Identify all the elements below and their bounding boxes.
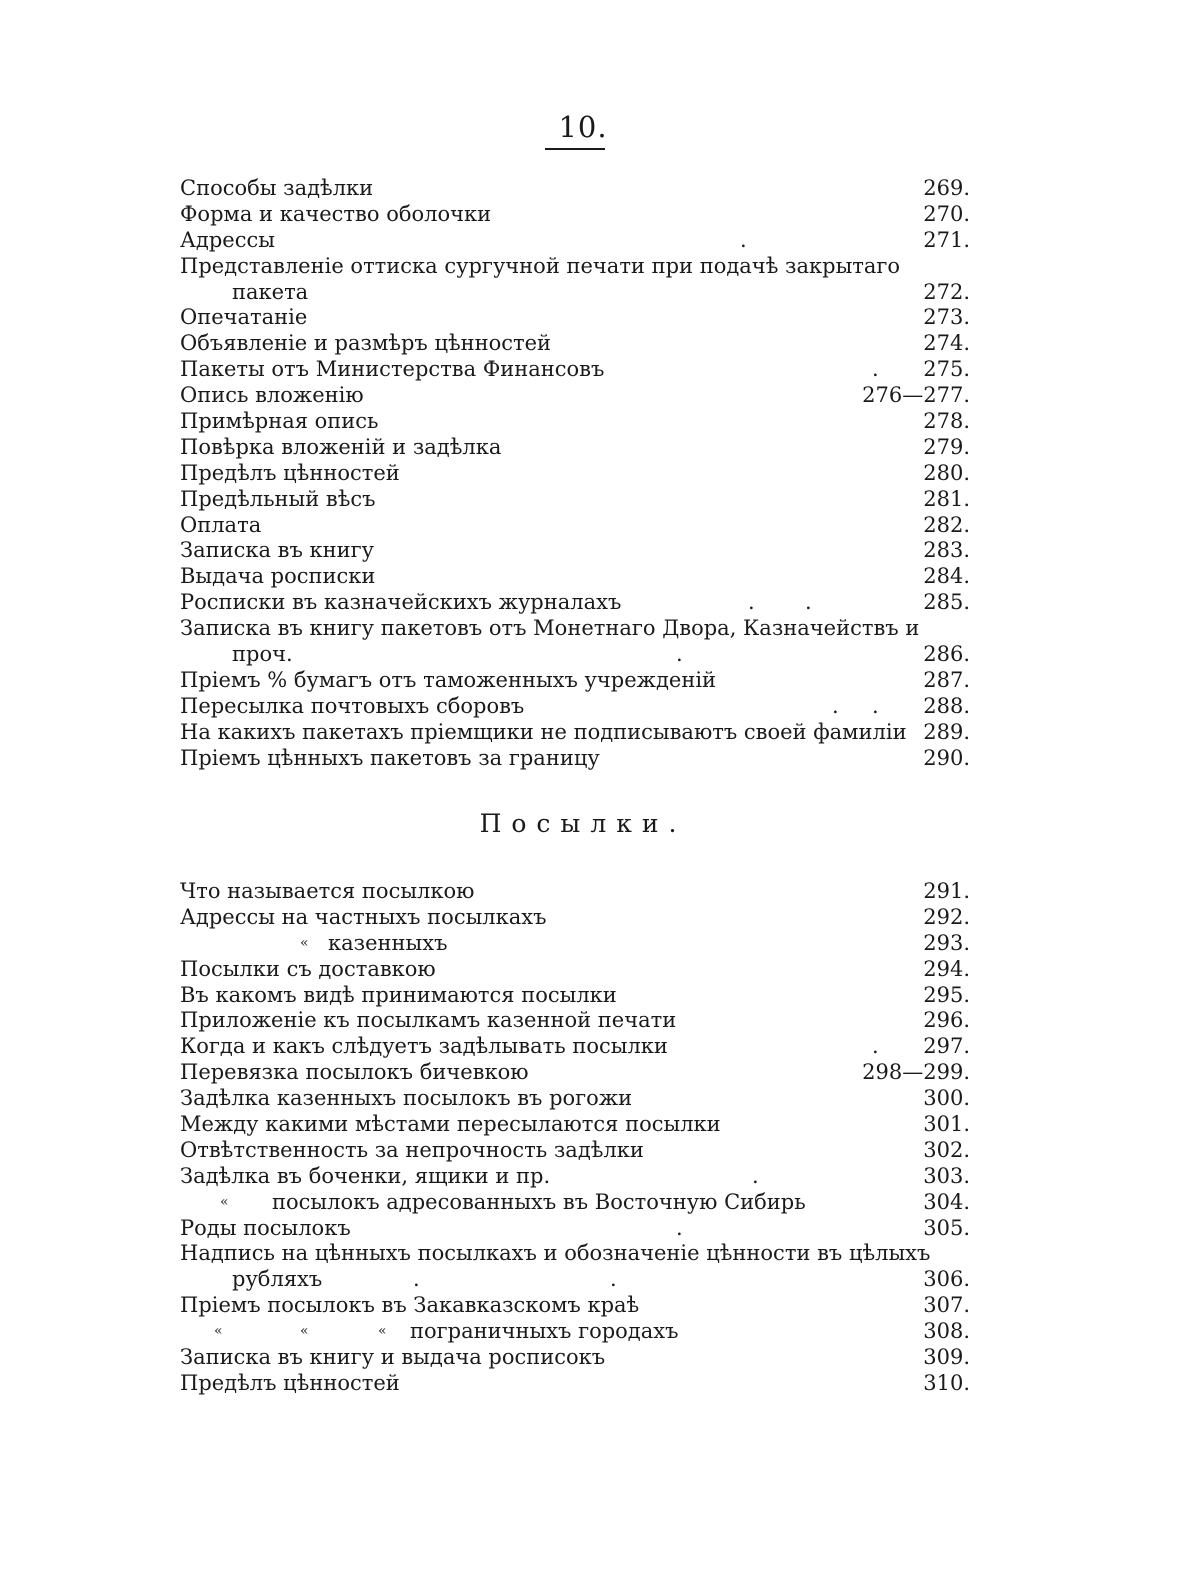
- entry-page: 283.: [923, 538, 970, 563]
- entry-page: 304.: [923, 1189, 970, 1214]
- entry-title: посылокъ адресованныхъ въ Восточную Сибирь: [272, 1189, 806, 1214]
- entry-title: Предѣлъ цѣнностей: [180, 1370, 400, 1395]
- entry-title: Примѣрная опись: [180, 409, 379, 434]
- entry-title: Пересылка почтовыхъ сборовъ: [180, 693, 525, 718]
- entry-page: 302.: [923, 1137, 970, 1162]
- entry-page: 288.: [923, 693, 970, 718]
- entry-title: пограничныхъ городахъ: [410, 1319, 679, 1344]
- toc-entry: [180, 905, 970, 931]
- ditto-mark: «: [378, 1323, 387, 1340]
- toc-entry: [180, 487, 970, 513]
- entry-title: Записка въ книгу: [180, 538, 375, 563]
- entry-title: Записка въ книгу и выдача росписокъ: [180, 1345, 606, 1370]
- entry-title: казенныхъ: [328, 930, 448, 955]
- toc-entry: [180, 564, 970, 590]
- entry-title: Опись вложенію: [180, 383, 364, 408]
- toc-entry: [180, 1216, 970, 1242]
- entry-title: пакета: [232, 279, 309, 304]
- toc-entry: [180, 1008, 970, 1034]
- entry-page: 281.: [923, 486, 970, 511]
- entry-page: 296.: [923, 1008, 970, 1033]
- page-number: 10.: [558, 110, 608, 144]
- toc-entry: [180, 305, 970, 331]
- entry-page: 294.: [923, 956, 970, 981]
- toc-entry: [180, 1138, 970, 1164]
- toc-entry-ditto: [180, 931, 970, 957]
- leader-dot: .: [676, 1215, 683, 1240]
- entry-title: Форма и качество оболочки: [180, 201, 492, 226]
- entry-page: 274.: [923, 331, 970, 356]
- toc-entry: [180, 228, 970, 254]
- entry-title: Опечатаніе: [180, 305, 308, 330]
- toc-entry: [180, 1060, 970, 1086]
- entry-title: Между какими мѣстами пересылаются посылки: [180, 1112, 721, 1137]
- entry-page: 300.: [923, 1086, 970, 1111]
- toc-entry: [180, 461, 970, 487]
- entry-title: Предѣлъ цѣнностей: [180, 460, 400, 485]
- entry-page: 276—277.: [862, 383, 970, 408]
- entry-title: Задѣлка въ боченки, ящики и пр.: [180, 1163, 551, 1188]
- table-of-contents-parcels: [180, 879, 970, 1397]
- entry-page: 292.: [923, 904, 970, 929]
- entry-page: 273.: [923, 305, 970, 330]
- entry-page: 303.: [923, 1163, 970, 1188]
- leader-dot: .: [872, 693, 879, 718]
- entry-page: 278.: [923, 409, 970, 434]
- entry-title: Записка въ книгу пакетовъ отъ Монетнаго Двора, Казначействъ и: [180, 616, 920, 641]
- entry-page: 306.: [923, 1267, 970, 1292]
- entry-page: 297.: [923, 1034, 970, 1059]
- entry-title: Росписки въ казначейскихъ журналахъ: [180, 590, 622, 615]
- toc-entry: [180, 1112, 970, 1138]
- entry-title: Роды посылокъ: [180, 1215, 351, 1240]
- entry-page: 285.: [923, 590, 970, 615]
- entry-title: На какихъ пакетахъ пріемщики не подписываютъ своей фамиліи: [180, 719, 907, 744]
- entry-title: Выдача росписки: [180, 564, 376, 589]
- toc-entry: [180, 590, 970, 616]
- toc-entry: [180, 957, 970, 983]
- entry-page: 287.: [923, 667, 970, 692]
- toc-entry: [180, 1371, 970, 1397]
- entry-title: Надпись на цѣнныхъ посылкахъ и обозначеніе цѣнности въ цѣлыхъ: [180, 1241, 931, 1266]
- entry-page: 282.: [923, 512, 970, 537]
- entry-page: 279.: [923, 434, 970, 459]
- entry-title: Приложеніе къ посылкамъ казенной печати: [180, 1008, 677, 1033]
- toc-entry: [180, 331, 970, 357]
- section-heading-parcels: Посылки.: [479, 809, 687, 838]
- toc-entry: [180, 1345, 970, 1371]
- toc-entry: [180, 720, 970, 746]
- entry-page: 310.: [923, 1370, 970, 1395]
- leader-dot: .: [872, 357, 879, 382]
- ditto-mark: «: [300, 1323, 309, 1340]
- entry-page: 293.: [923, 930, 970, 955]
- entry-page: 275.: [923, 357, 970, 382]
- leader-dot: .: [413, 1267, 420, 1292]
- leader-dot: .: [748, 590, 755, 615]
- entry-title: Повѣрка вложеній и задѣлка: [180, 434, 502, 459]
- entry-page: 270.: [923, 201, 970, 226]
- entry-title: Что называется посылкою: [180, 879, 475, 903]
- toc-entry-continuation: [180, 1267, 970, 1293]
- entry-page: 290.: [923, 745, 970, 770]
- toc-entry: [180, 1086, 970, 1112]
- entry-page: 271.: [923, 227, 970, 252]
- entry-page: 272.: [923, 279, 970, 304]
- entry-title: Способы задѣлки: [180, 176, 374, 200]
- entry-page: 284.: [923, 564, 970, 589]
- toc-entry: [180, 1034, 970, 1060]
- entry-title: Посылки съ доставкою: [180, 956, 436, 981]
- ditto-mark: «: [214, 1323, 223, 1340]
- table-of-contents-packets: [180, 176, 970, 771]
- entry-page: 295.: [923, 982, 970, 1007]
- toc-entry: [180, 176, 970, 202]
- entry-page: 289.: [923, 719, 970, 744]
- toc-entry: [180, 357, 970, 383]
- toc-entry: [180, 1293, 970, 1319]
- leader-dot: .: [872, 1034, 879, 1059]
- toc-entry: [180, 202, 970, 228]
- entry-page: 305.: [923, 1215, 970, 1240]
- entry-page: 298—299.: [862, 1060, 970, 1085]
- entry-page: 286.: [923, 642, 970, 667]
- entry-title: Перевязка посылокъ бичевкою: [180, 1060, 529, 1085]
- leader-dot: .: [805, 590, 812, 615]
- toc-entry: [180, 983, 970, 1009]
- leader-dot: .: [752, 1163, 759, 1188]
- entry-page: 308.: [923, 1319, 970, 1344]
- toc-entry: [180, 435, 970, 461]
- toc-entry: [180, 1241, 970, 1267]
- entry-page: 307.: [923, 1293, 970, 1318]
- toc-entry: [180, 1164, 970, 1190]
- entry-title: Адрессы на частныхъ посылкахъ: [180, 904, 547, 929]
- entry-page: 291.: [923, 879, 970, 903]
- toc-entry-continuation: [180, 642, 970, 668]
- toc-entry: [180, 254, 970, 280]
- toc-entry: [180, 668, 970, 694]
- page-number-underline: [545, 148, 605, 150]
- ditto-mark: «: [300, 934, 309, 951]
- entry-title: Пріемъ посылокъ въ Закавказскомъ краѣ: [180, 1293, 640, 1318]
- toc-entry-continuation: [180, 280, 970, 306]
- toc-entry: [180, 694, 970, 720]
- entry-title: Отвѣтственность за непрочность задѣлки: [180, 1137, 644, 1162]
- toc-entry: [180, 409, 970, 435]
- entry-title: Объявленіе и размѣръ цѣнностей: [180, 331, 552, 356]
- entry-page: 309.: [923, 1345, 970, 1370]
- toc-entry: [180, 746, 970, 772]
- entry-title: Представленіе оттиска сургучной печати при подачѣ закрытаго: [180, 253, 901, 278]
- toc-entry: [180, 879, 970, 905]
- entry-page: 269.: [923, 176, 970, 200]
- entry-title: Предѣльный вѣсъ: [180, 486, 376, 511]
- toc-entry: [180, 616, 970, 642]
- leader-dot: .: [610, 1267, 617, 1292]
- entry-title: Задѣлка казенныхъ посылокъ въ рогожи: [180, 1086, 633, 1111]
- entry-title: Оплата: [180, 512, 262, 537]
- entry-title: Когда и какъ слѣдуетъ задѣлывать посылки: [180, 1034, 668, 1059]
- toc-entry-ditto: [180, 1319, 970, 1345]
- entry-page: 301.: [923, 1112, 970, 1137]
- entry-title: Пріемъ цѣнныхъ пакетовъ за границу: [180, 745, 600, 770]
- entry-title: Адрессы: [180, 227, 275, 252]
- toc-entry: [180, 383, 970, 409]
- leader-dot: .: [676, 642, 683, 667]
- entry-page: 280.: [923, 460, 970, 485]
- entry-title: Въ какомъ видѣ принимаются посылки: [180, 982, 617, 1007]
- toc-entry: [180, 538, 970, 564]
- toc-entry-ditto: [180, 1190, 970, 1216]
- leader-dot: .: [740, 227, 747, 252]
- leader-dot: .: [832, 693, 839, 718]
- entry-title: рубляхъ: [232, 1267, 323, 1292]
- ditto-mark: «: [220, 1193, 229, 1210]
- toc-entry: [180, 513, 970, 539]
- entry-title: проч.: [232, 642, 293, 667]
- entry-title: Пакеты отъ Министерства Финансовъ: [180, 357, 605, 382]
- entry-title: Пріемъ % бумагъ отъ таможенныхъ учрежденій: [180, 667, 717, 692]
